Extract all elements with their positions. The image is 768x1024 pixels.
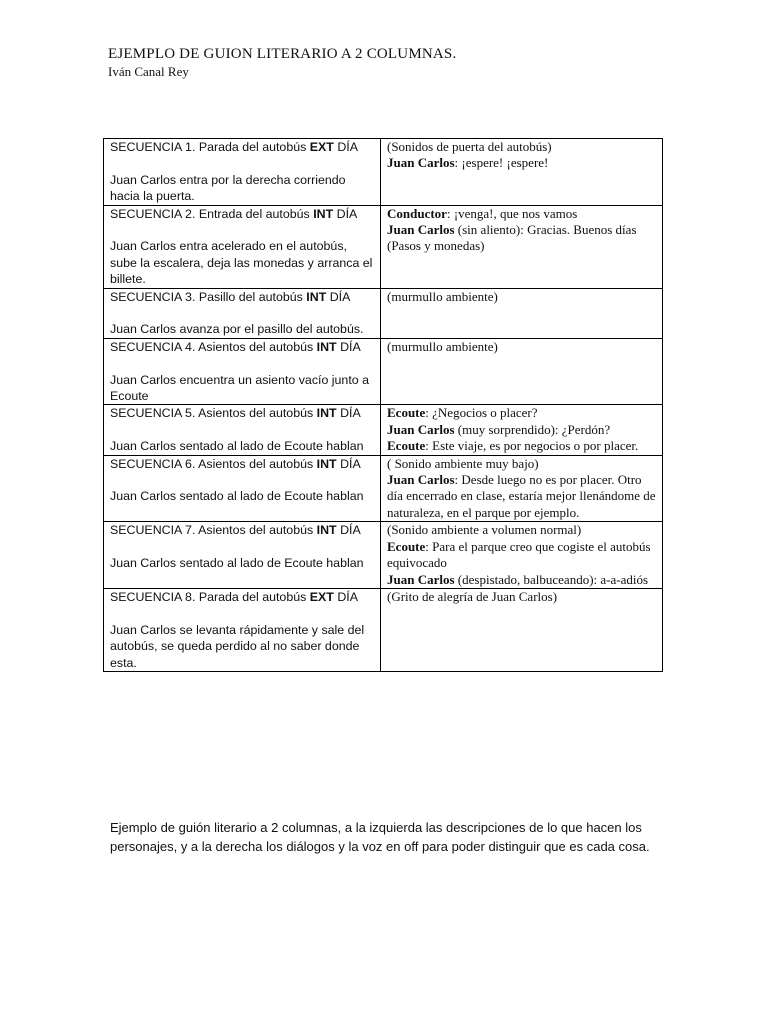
sequence-time-of-day: DÍA (336, 206, 358, 221)
sequence-heading-text: SECUENCIA 5. Asientos del autobús (110, 406, 314, 421)
sequence-heading (110, 589, 376, 605)
sequence-dialogue-cell (381, 588, 663, 671)
dialogue-line (387, 222, 658, 238)
sequence-description-cell (104, 455, 381, 522)
dialogue-line (387, 155, 658, 171)
dialogue-speaker: Juan Carlos (387, 155, 455, 171)
dialogue-text: : ¡venga!, que nos vamos (446, 205, 578, 221)
document-title: EJEMPLO DE GUION LITERARIO A 2 COLUMNAS. (108, 46, 457, 62)
sequence-dialogue-cell (381, 288, 663, 338)
dialogue-speaker: Juan Carlos (387, 472, 455, 488)
sequence-description-cell (104, 522, 381, 589)
sequence-row (104, 288, 663, 338)
dialogue-speaker: Ecoute (387, 405, 426, 421)
dialogue-line (387, 422, 658, 438)
sequence-row (104, 405, 663, 455)
dialogue-line (387, 139, 658, 155)
dialogue-line (387, 289, 658, 305)
dialogue-text: (sin aliento): Gracias. Buenos días (454, 222, 637, 238)
spacer (110, 222, 376, 238)
sequence-heading (110, 206, 376, 222)
spacer (110, 472, 376, 488)
dialogue-text: (murmullo ambiente) (387, 338, 498, 354)
dialogue-line (387, 206, 658, 222)
sequence-time-of-day: DÍA (340, 456, 361, 471)
dialogue-line (387, 572, 658, 588)
sequence-description-cell (104, 405, 381, 455)
sequence-heading-text: SECUENCIA 7. Asientos del autobús (110, 523, 314, 538)
sequence-description-cell (104, 338, 381, 405)
sequence-row (104, 522, 663, 589)
dialogue-speaker: Ecoute (387, 438, 426, 454)
spacer (110, 155, 376, 171)
sequence-time-of-day: DÍA (337, 140, 358, 154)
sequence-action: Juan Carlos avanza por el pasillo del autobús. (110, 322, 364, 337)
dialogue-text: (Grito de alegría de Juan Carlos) (387, 588, 558, 604)
spacer (110, 605, 376, 621)
sequence-description-cell (104, 139, 381, 206)
sequence-heading-text: SECUENCIA 2. Entrada del autobús (110, 206, 310, 221)
dialogue-text: : Para el parque creo que cogiste el autobús equivocado (387, 538, 651, 571)
sequence-location-tag: INT (316, 456, 337, 471)
dialogue-text: : ¿Negocios o placer? (425, 405, 538, 421)
sequence-time-of-day: DÍA (329, 289, 351, 304)
dialogue-speaker: Juan Carlos (387, 222, 455, 238)
sequence-action: Juan Carlos sentado al lado de Ecoute hablan (110, 556, 364, 571)
dialogue-line (387, 522, 658, 538)
dialogue-line (387, 539, 658, 572)
dialogue-text: ( Sonido ambiente muy bajo) (387, 455, 539, 471)
sequence-heading-text: SECUENCIA 3. Pasillo del autobús (110, 289, 303, 304)
sequence-description-cell (104, 288, 381, 338)
dialogue-text: : ¡espere! ¡espere! (454, 155, 549, 171)
sequence-action: Juan Carlos entra acelerado en el autobús, sube la escalera, deja las monedas y arranca el billete. (110, 239, 373, 287)
dialogue-text: (muy sorprendido): ¿Perdón? (454, 421, 611, 437)
sequence-dialogue-cell (381, 205, 663, 288)
dialogue-line (387, 405, 658, 421)
dialogue-text: (murmullo ambiente) (387, 288, 498, 304)
footer-note: Ejemplo de guión literario a 2 columnas, a la izquierda las descripciones de lo que hacen los personajes, y a la derecha los diálogos y la voz en off para poder distinguir que es cada cosa. (110, 820, 650, 854)
sequence-action: Juan Carlos sentado al lado de Ecoute hablan (110, 439, 364, 454)
sequence-row (104, 139, 663, 206)
sequence-location-tag: INT (316, 523, 337, 538)
dialogue-text: (despistado, balbuceando): a-a-adiós (454, 571, 649, 587)
dialogue-text: : Este viaje, es por negocios o por placer. (425, 438, 639, 454)
spacer (110, 422, 376, 438)
sequence-action: Juan Carlos se levanta rápidamente y sale del autobús, se queda perdido al no saber donde esta. (110, 622, 365, 670)
sequence-heading (110, 405, 376, 421)
sequence-description-cell (104, 205, 381, 288)
spacer (110, 355, 376, 371)
dialogue-text: (Sonidos de puerta del autobús) (387, 139, 552, 154)
dialogue-line (387, 589, 658, 605)
sequence-time-of-day: DÍA (337, 589, 358, 604)
sequence-dialogue-cell (381, 405, 663, 455)
dialogue-text: (Sonido ambiente a volumen normal) (387, 522, 582, 538)
dialogue-text: (Pasos y monedas) (387, 238, 485, 254)
sequence-heading (110, 522, 376, 538)
sequence-time-of-day: DÍA (340, 339, 361, 354)
sequence-time-of-day: DÍA (340, 523, 361, 538)
dialogue-line (387, 456, 658, 472)
document-author: Iván Canal Rey (108, 64, 189, 79)
sequence-heading (110, 339, 376, 355)
sequence-heading-text: SECUENCIA 8. Parada del autobús (110, 589, 307, 604)
sequence-description-cell (104, 588, 381, 671)
sequence-row (104, 205, 663, 288)
spacer (110, 539, 376, 555)
sequence-action: Juan Carlos sentado al lado de Ecoute hablan (110, 489, 364, 504)
sequence-location-tag: INT (313, 206, 334, 221)
sequence-dialogue-cell (381, 455, 663, 522)
spacer (110, 305, 376, 321)
sequence-location-tag: EXT (309, 140, 334, 154)
sequence-dialogue-cell (381, 338, 663, 405)
dialogue-line (387, 238, 658, 254)
sequence-heading (110, 139, 376, 155)
screenplay-table (103, 138, 663, 672)
dialogue-text: : Desde luego no es por placer. Otro día encerrado en clase, estaría mejor llenándome de naturaleza, en el parque por ejemplo. (387, 472, 656, 520)
sequence-dialogue-cell (381, 139, 663, 206)
sequence-heading-text: SECUENCIA 1. Parada del autobús (110, 140, 307, 154)
sequence-time-of-day: DÍA (340, 406, 361, 421)
dialogue-speaker: Juan Carlos (387, 421, 455, 437)
sequence-location-tag: INT (316, 339, 337, 354)
sequence-location-tag: INT (316, 406, 337, 421)
screenplay-table-body (104, 139, 663, 672)
sequence-location-tag: EXT (309, 589, 334, 604)
dialogue-speaker: Juan Carlos (387, 571, 455, 587)
sequence-dialogue-cell (381, 522, 663, 589)
dialogue-speaker: Conductor (387, 205, 447, 221)
sequence-action: Juan Carlos entra por la derecha corriendo hacia la puerta. (110, 172, 346, 204)
sequence-location-tag: INT (306, 289, 327, 304)
sequence-row (104, 588, 663, 671)
sequence-heading-text: SECUENCIA 6. Asientos del autobús (110, 456, 314, 471)
dialogue-line (387, 339, 658, 355)
sequence-row (104, 338, 663, 405)
sequence-action: Juan Carlos encuentra un asiento vacío junto a Ecoute (110, 372, 369, 404)
dialogue-line (387, 472, 658, 521)
dialogue-speaker: Ecoute (387, 538, 426, 554)
sequence-heading (110, 456, 376, 472)
sequence-heading (110, 289, 376, 305)
sequence-heading-text: SECUENCIA 4. Asientos del autobús (110, 339, 314, 354)
dialogue-line (387, 438, 658, 454)
sequence-row (104, 455, 663, 522)
